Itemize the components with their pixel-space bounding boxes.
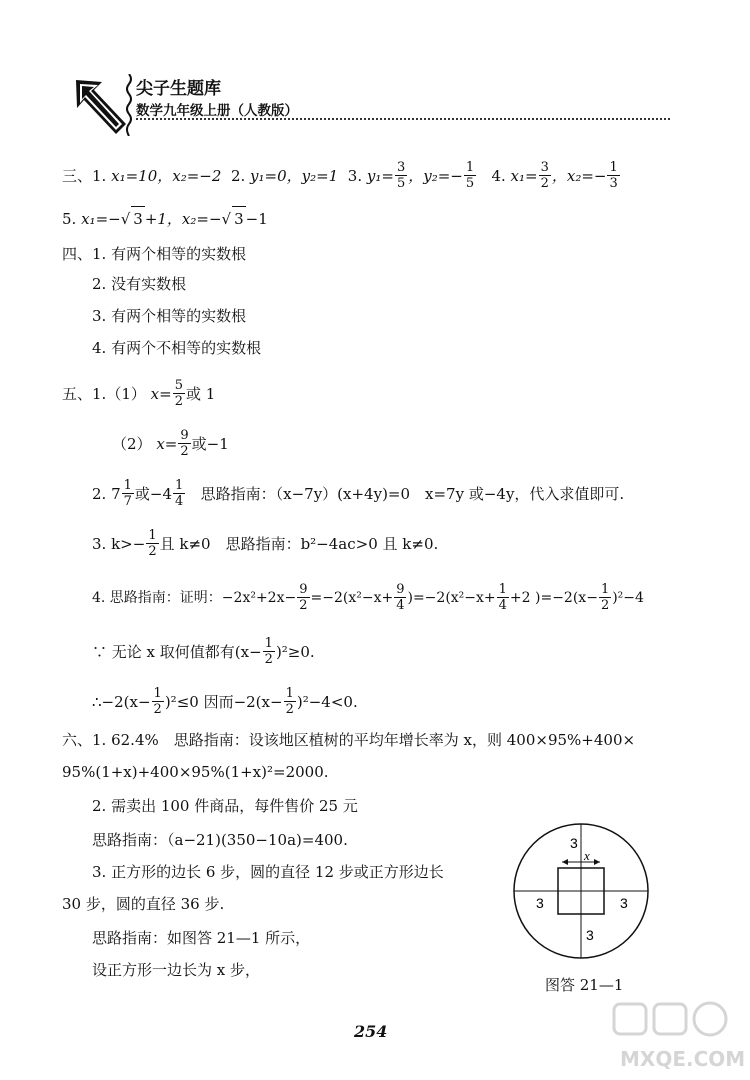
sec6-line2: 95%(1+x)+400×95%(1+x)²=2000. <box>62 763 329 781</box>
fraction: $\frac{3}{2}$ <box>540 160 549 191</box>
wavy-divider-icon <box>124 74 134 136</box>
sec5-q3: 3. k>− $\frac{1}{2}$ 且 k≠0 思路指南：b²−4ac>0 且 k≠0. <box>92 528 439 559</box>
fraction: $\frac{1}{2}$ <box>264 636 273 667</box>
header-dotted-rule <box>136 118 670 120</box>
sec3-marker: 三、 <box>62 166 93 185</box>
page-number: 254 <box>354 1022 388 1041</box>
sec6-line4: 思路指南：（a−21)(350−10a)=400. <box>92 831 348 849</box>
figure-label-right: 3 <box>620 895 628 911</box>
fraction: $\frac{1}{2}$ <box>285 686 294 717</box>
sec5-q4-therefore: ∴−2(x− $\frac{1}{2}$ )²≤0 因而−2(x− $\frac{1}{2}$ )²−4<0. <box>92 686 358 717</box>
sec5-q4-because: ∵ 无论 x 取何值都有(x− $\frac{1}{2}$ )²≥0. <box>92 636 315 667</box>
fraction: $\frac{1}{4}$ <box>175 478 184 509</box>
geometry-figure <box>512 822 650 960</box>
arrow-logo-icon <box>72 76 130 138</box>
sec4-item-4: 4. 有两个不相等的实数根 <box>92 339 262 357</box>
figure-label-left: 3 <box>536 895 544 911</box>
sec6-line6: 30 步，圆的直径 36 步. <box>62 895 225 913</box>
sec5-q4: 4. 思路指南：证明：−2x²+2x− $\frac{9}{2}$ =−2(x²−x+ $\frac{9}{4}$ )=−2(x²−x+ $\frac{1}{4}$ +2 )=−2(x− $\frac{1}{2}$ )²−4 <box>92 582 644 613</box>
sec6-marker: 六、 <box>62 731 93 749</box>
figure-arrowhead-left <box>562 859 568 865</box>
sec4-item-1: 四、 1. 有两个相等的实数根 <box>62 242 246 266</box>
sec6-line8: 设正方形一边长为 x 步， <box>92 961 260 979</box>
sec6-line5: 3. 正方形的边长 6 步，圆的直径 12 步或正方形边长 <box>92 863 444 881</box>
sec5-q1b: （2） x= $\frac{9}{2}$ 或−1 <box>112 428 229 459</box>
sec3-line1: 三、 1. x₁=10，x₂=−2 2. y₁=0，y₂=1 3. y₁= $\frac{3}{5}$ ，y₂=− $\frac{1}{5}$ 4. x₁= $\frac{3}{2}$ ，x₂=− $\frac{1}{3}$ <box>62 160 618 191</box>
fraction: $\frac{5}{2}$ <box>174 378 183 409</box>
fraction: $\frac{9}{2}$ <box>299 582 308 613</box>
fraction: $\frac{1}{4}$ <box>498 582 507 613</box>
watermark-text: MXQE.COM <box>620 1047 746 1071</box>
book-subtitle: 数学九年级上册（人教版） <box>136 103 298 119</box>
sqrt-sign: √ <box>120 209 131 228</box>
sec5-q2: 2. 7 $\frac{1}{7}$ 或−4 $\frac{1}{4}$ 思路指南：（x−7y）(x+4y)=0 x=7y 或−4y，代入求值即可. <box>92 478 625 509</box>
figure-arrowhead-right <box>594 859 600 865</box>
sec4-item-3: 3. 有两个相等的实数根 <box>92 307 247 325</box>
sec3-line2: 5. x₁=− √ 3 +1，x₂=− √ 3 −1 <box>62 206 268 231</box>
sec4-marker: 四、 <box>62 245 93 263</box>
sec6-line3: 2. 需卖出 100 件商品，每件售价 25 元 <box>92 797 358 815</box>
fraction: $\frac{9}{4}$ <box>396 582 405 613</box>
fraction: $\frac{1}{5}$ <box>465 160 475 191</box>
sec4-item-2: 2. 没有实数根 <box>92 275 187 293</box>
sec5-q1a: 五、 1.（1） x= $\frac{5}{2}$ 或 1 <box>62 378 216 409</box>
book-title: 尖子生题库 <box>136 79 221 99</box>
fraction: $\frac{1}{2}$ <box>600 582 610 613</box>
fraction: $\frac{9}{2}$ <box>180 428 189 459</box>
sec5-marker: 五、 <box>62 384 93 403</box>
sec6-line7: 思路指南：如图答 21—1 所示， <box>92 929 311 947</box>
figure-label-x: x <box>584 848 590 863</box>
watermark-logo <box>608 996 748 1076</box>
sqrt-sign: √ <box>221 209 232 228</box>
figure-caption: 图答 21—1 <box>545 976 624 994</box>
fraction: $\frac{3}{5}$ <box>396 160 406 191</box>
sec6-line1: 六、 1. 62.4% 思路指南：设该地区植树的平均年增长率为 x，则 400×95%+400× <box>62 728 635 752</box>
fraction: $\frac{1}{2}$ <box>153 686 162 717</box>
figure-label-top: 3 <box>570 835 578 851</box>
fraction: $\frac{1}{7}$ <box>123 478 132 509</box>
figure-label-bottom: 3 <box>586 927 594 943</box>
fraction: $\frac{1}{2}$ <box>148 528 157 559</box>
fraction: $\frac{1}{3}$ <box>609 160 618 191</box>
